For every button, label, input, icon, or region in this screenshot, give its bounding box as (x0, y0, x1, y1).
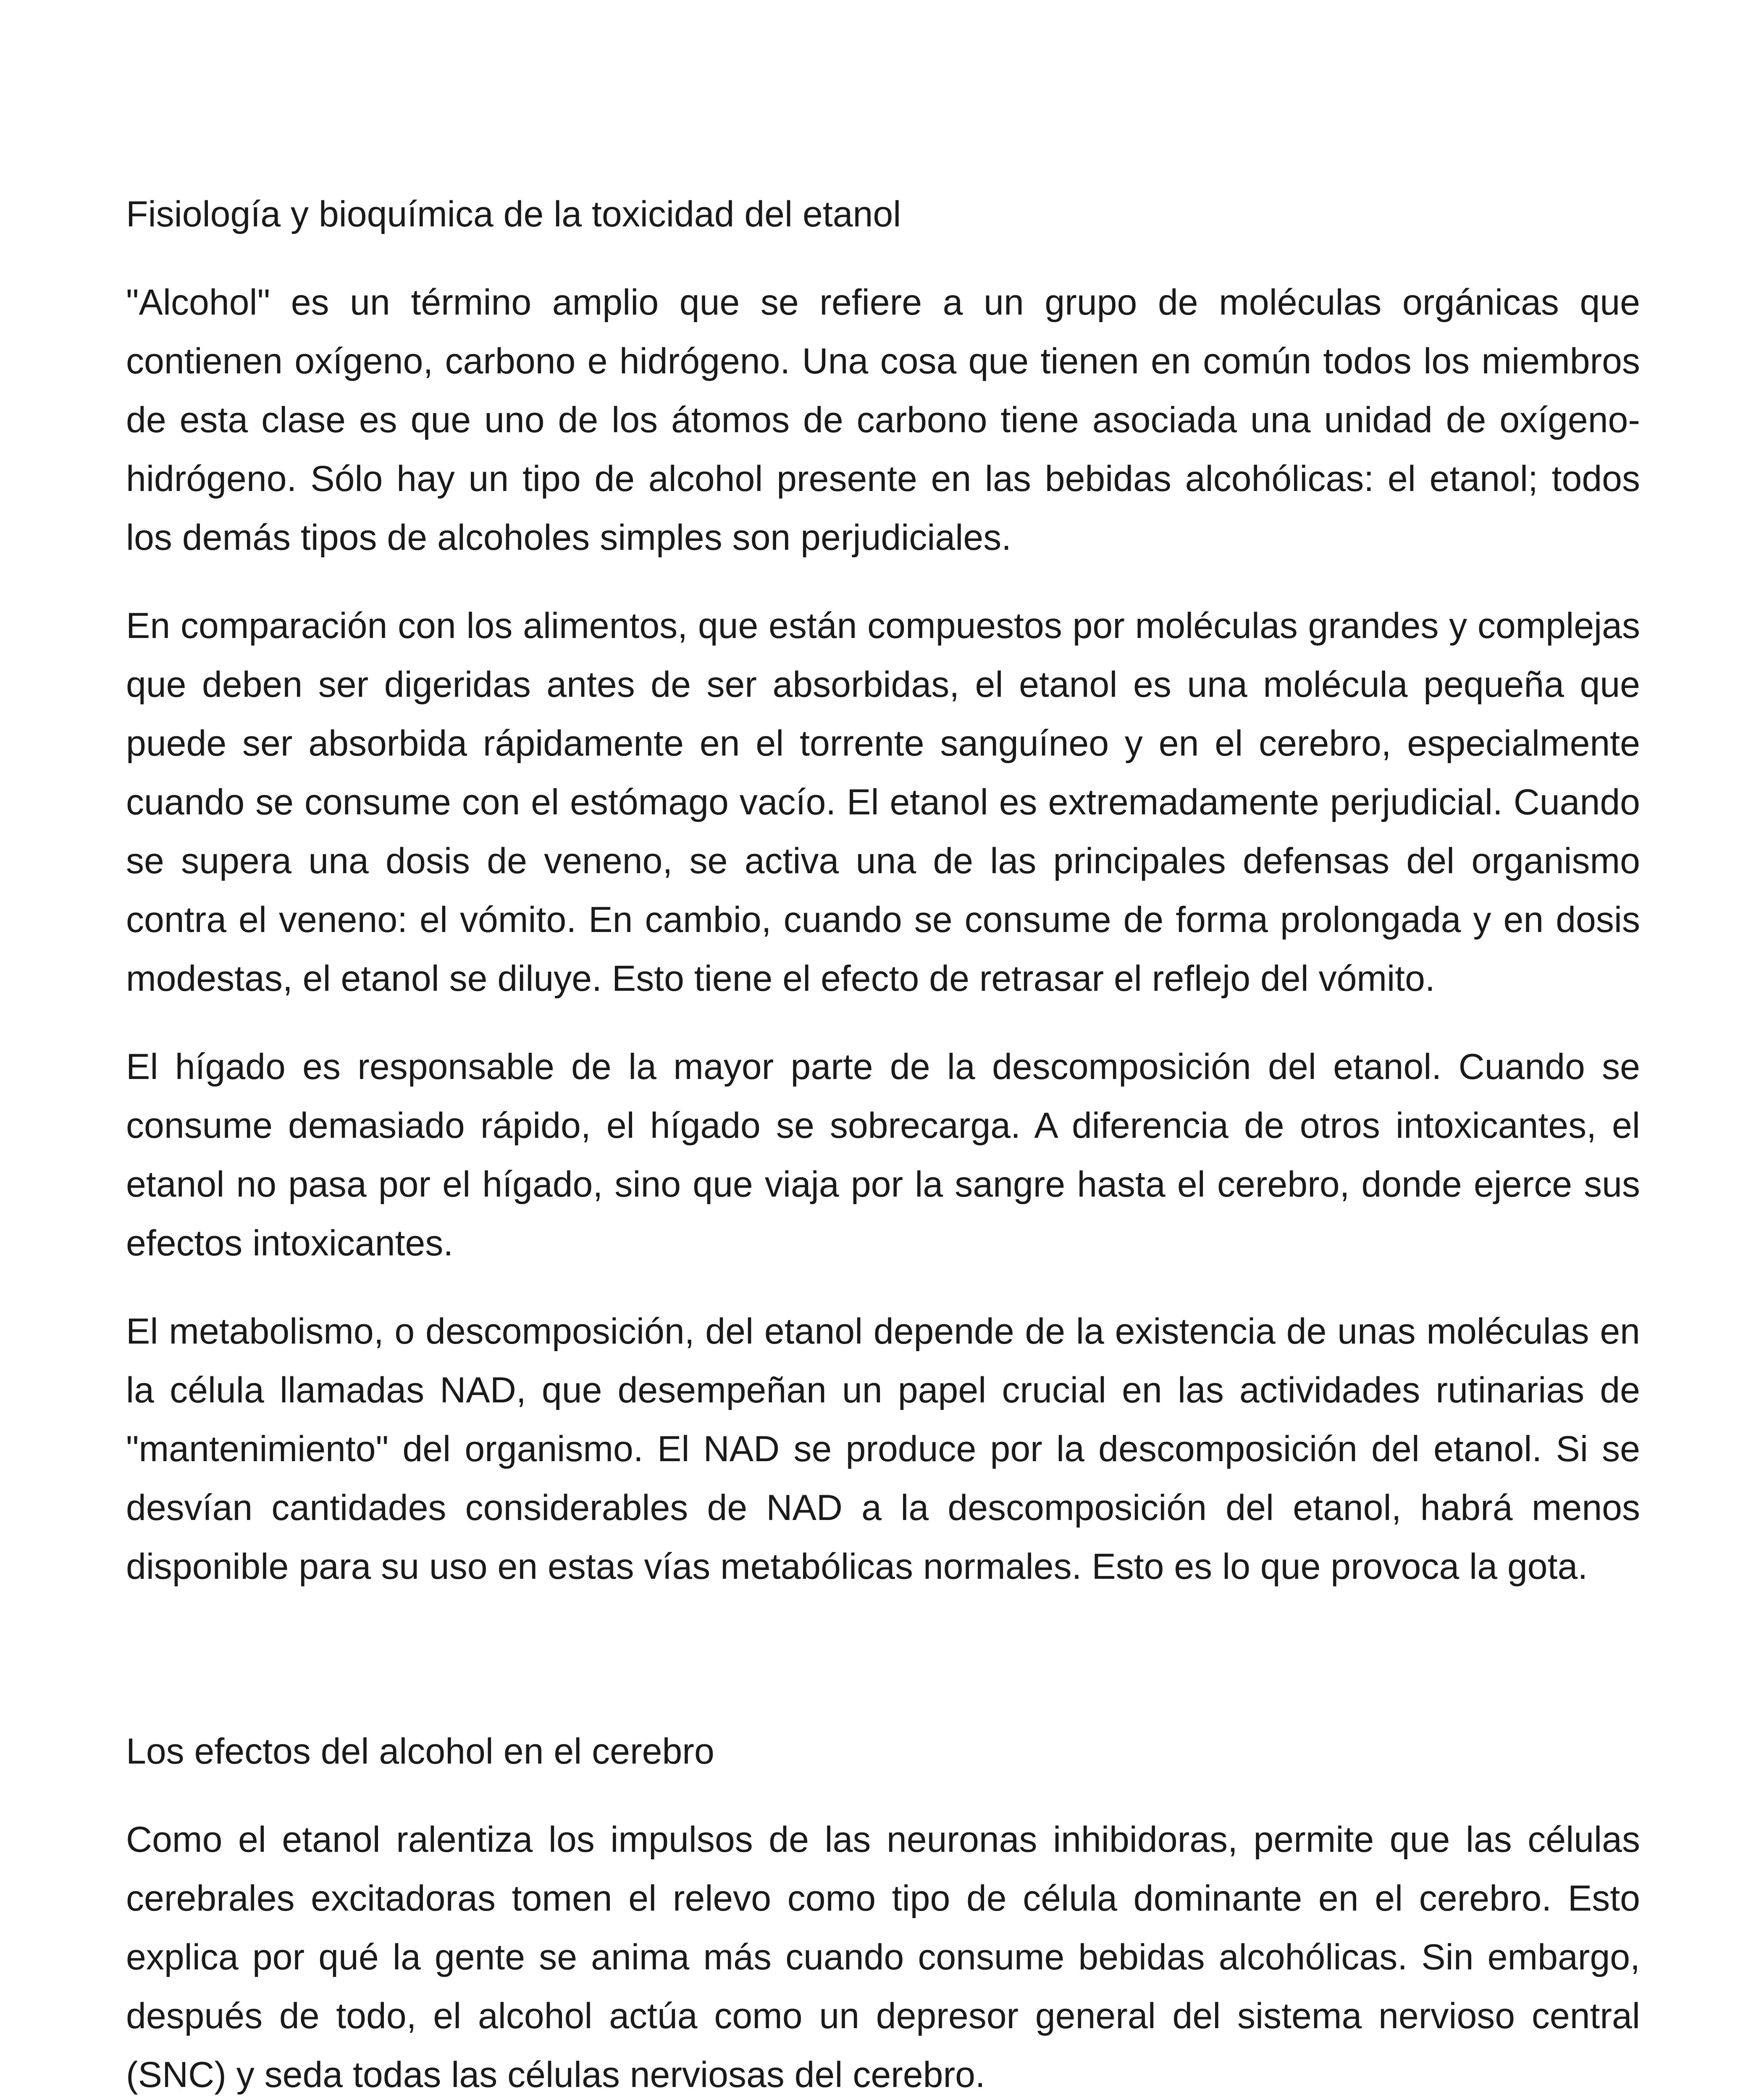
paragraph: El metabolismo, o descomposición, del etanol depende de la existencia de unas moléculas en la célula llamadas NAD, que desempeñan un papel crucial en las actividades rutinarias de "mantenimiento" del organismo. El NAD se produce por la descomposición del etanol. Si se desvían cantidades considerables de NAD a la descomposición del etanol, habrá menos disponible para su uso en estas vías metabólicas normales. Esto es lo que provoca la gota. (126, 1311, 1640, 1587)
paragraph: El hígado es responsable de la mayor parte de la descomposición del etanol. Cuando se consume demasiado rápido, el hígado se sobrecarga. A diferencia de otros intoxicantes, el etanol no pasa por el hígado, sino que viaja por la sangre hasta el cerebro, donde ejerce sus efectos intoxicantes. (126, 1047, 1640, 1263)
section-heading: Fisiología y bioquímica de la toxicidad del etanol (126, 194, 901, 234)
page-content (126, 185, 1640, 2100)
section-heading: Los efectos del alcohol en el cerebro (126, 1731, 714, 1772)
paragraph: Como el etanol ralentiza los impulsos de las neuronas inhibidoras, permite que las células cerebrales excitadoras tomen el relevo como tipo de célula dominante en el cerebro. Esto explica por qué la gente se anima más cuando consume bebidas alcohólicas. Sin embargo, después de todo, el alcohol actúa como un depresor general del sistema nervioso central (SNC) y seda todas las células nerviosas del cerebro. (126, 1819, 1640, 2095)
section-spacer (126, 1625, 1640, 1722)
section-toxicidad-etanol (126, 185, 1640, 1596)
paragraph: En comparación con los alimentos, que están compuestos por moléculas grandes y complejas que deben ser digeridas antes de ser absorbidas, el etanol es una molécula pequeña que puede ser absorbida rápidamente en el torrente sanguíneo y en el cerebro, especialmente cuando se consume con el estómago vacío. El etanol es extremadamente perjudicial. Cuando se supera una dosis de veneno, se activa una de las principales defensas del organismo contra el veneno: el vómito. En cambio, cuando se consume de forma prolongada y en dosis modestas, el etanol se diluye. Esto tiene el efecto de retrasar el reflejo del vómito. (126, 606, 1640, 999)
paragraph: "Alcohol" es un término amplio que se refiere a un grupo de moléculas orgánicas que contienen oxígeno, carbono e hidrógeno. Una cosa que tienen en común todos los miembros de esta clase es que uno de los átomos de carbono tiene asociada una unidad de oxígeno-hidrógeno. Sólo hay un tipo de alcohol presente en las bebidas alcohólicas: el etanol; todos los demás tipos de alcoholes simples son perjudiciales. (126, 282, 1640, 558)
section-efectos-cerebro (126, 1722, 1640, 2100)
